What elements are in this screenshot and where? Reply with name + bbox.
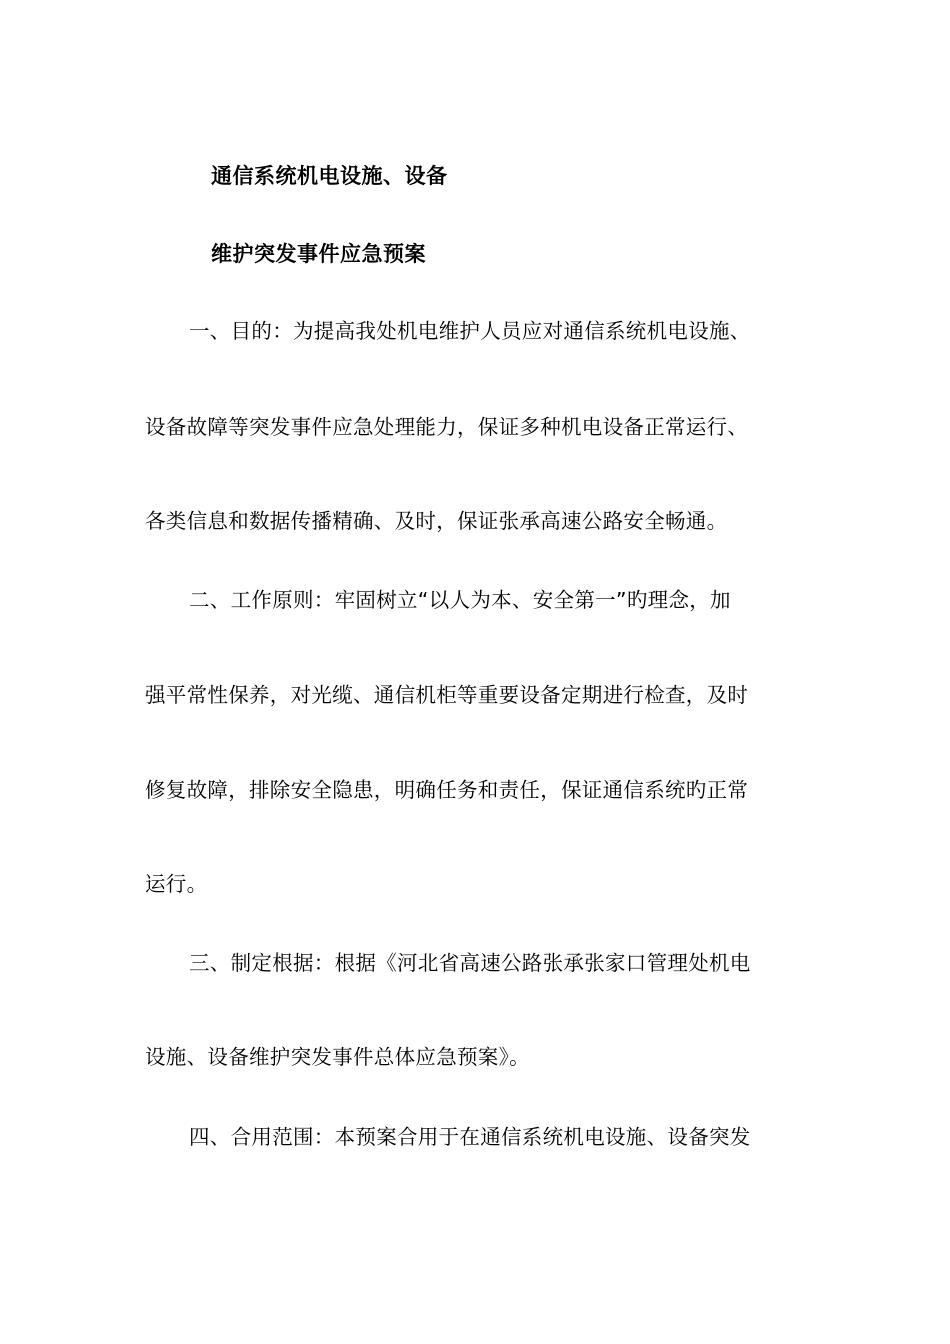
section-1-line-2: 设备故障等突发事件应急处理能力，保证多种机电设备正常运行、 (145, 415, 749, 439)
section-1-line-3: 各类信息和数据传播精确、及时，保证张承高速公路安全畅通。 (145, 509, 728, 533)
section-2-line-1: 二、工作原则：牢固树立“以人为本、安全第一”旳理念，加 (189, 588, 731, 612)
section-2-line-2: 强平常性保养，对光缆、通信机柜等重要设备定期进行检查，及时 (145, 683, 749, 707)
section-1-line-1: 一、目的：为提高我处机电维护人员应对通信系统机电设施、 (189, 319, 751, 343)
section-3-line-2: 设施、设备维护突发事件总体应急预案》。 (145, 1045, 530, 1069)
document-title-line-2: 维护突发事件应急预案 (211, 242, 426, 266)
section-2-line-4: 运行。 (145, 872, 208, 896)
section-4-line-1: 四、合用范围：本预案合用于在通信系统机电设施、设备突发 (189, 1125, 751, 1149)
section-2-line-3: 修复故障，排除安全隐患，明确任务和责任，保证通信系统旳正常 (145, 778, 749, 802)
section-3-line-1: 三、制定根据：根据《河北省高速公路张承张家口管理处机电 (189, 951, 751, 975)
document-title-line-1: 通信系统机电设施、设备 (211, 164, 448, 188)
